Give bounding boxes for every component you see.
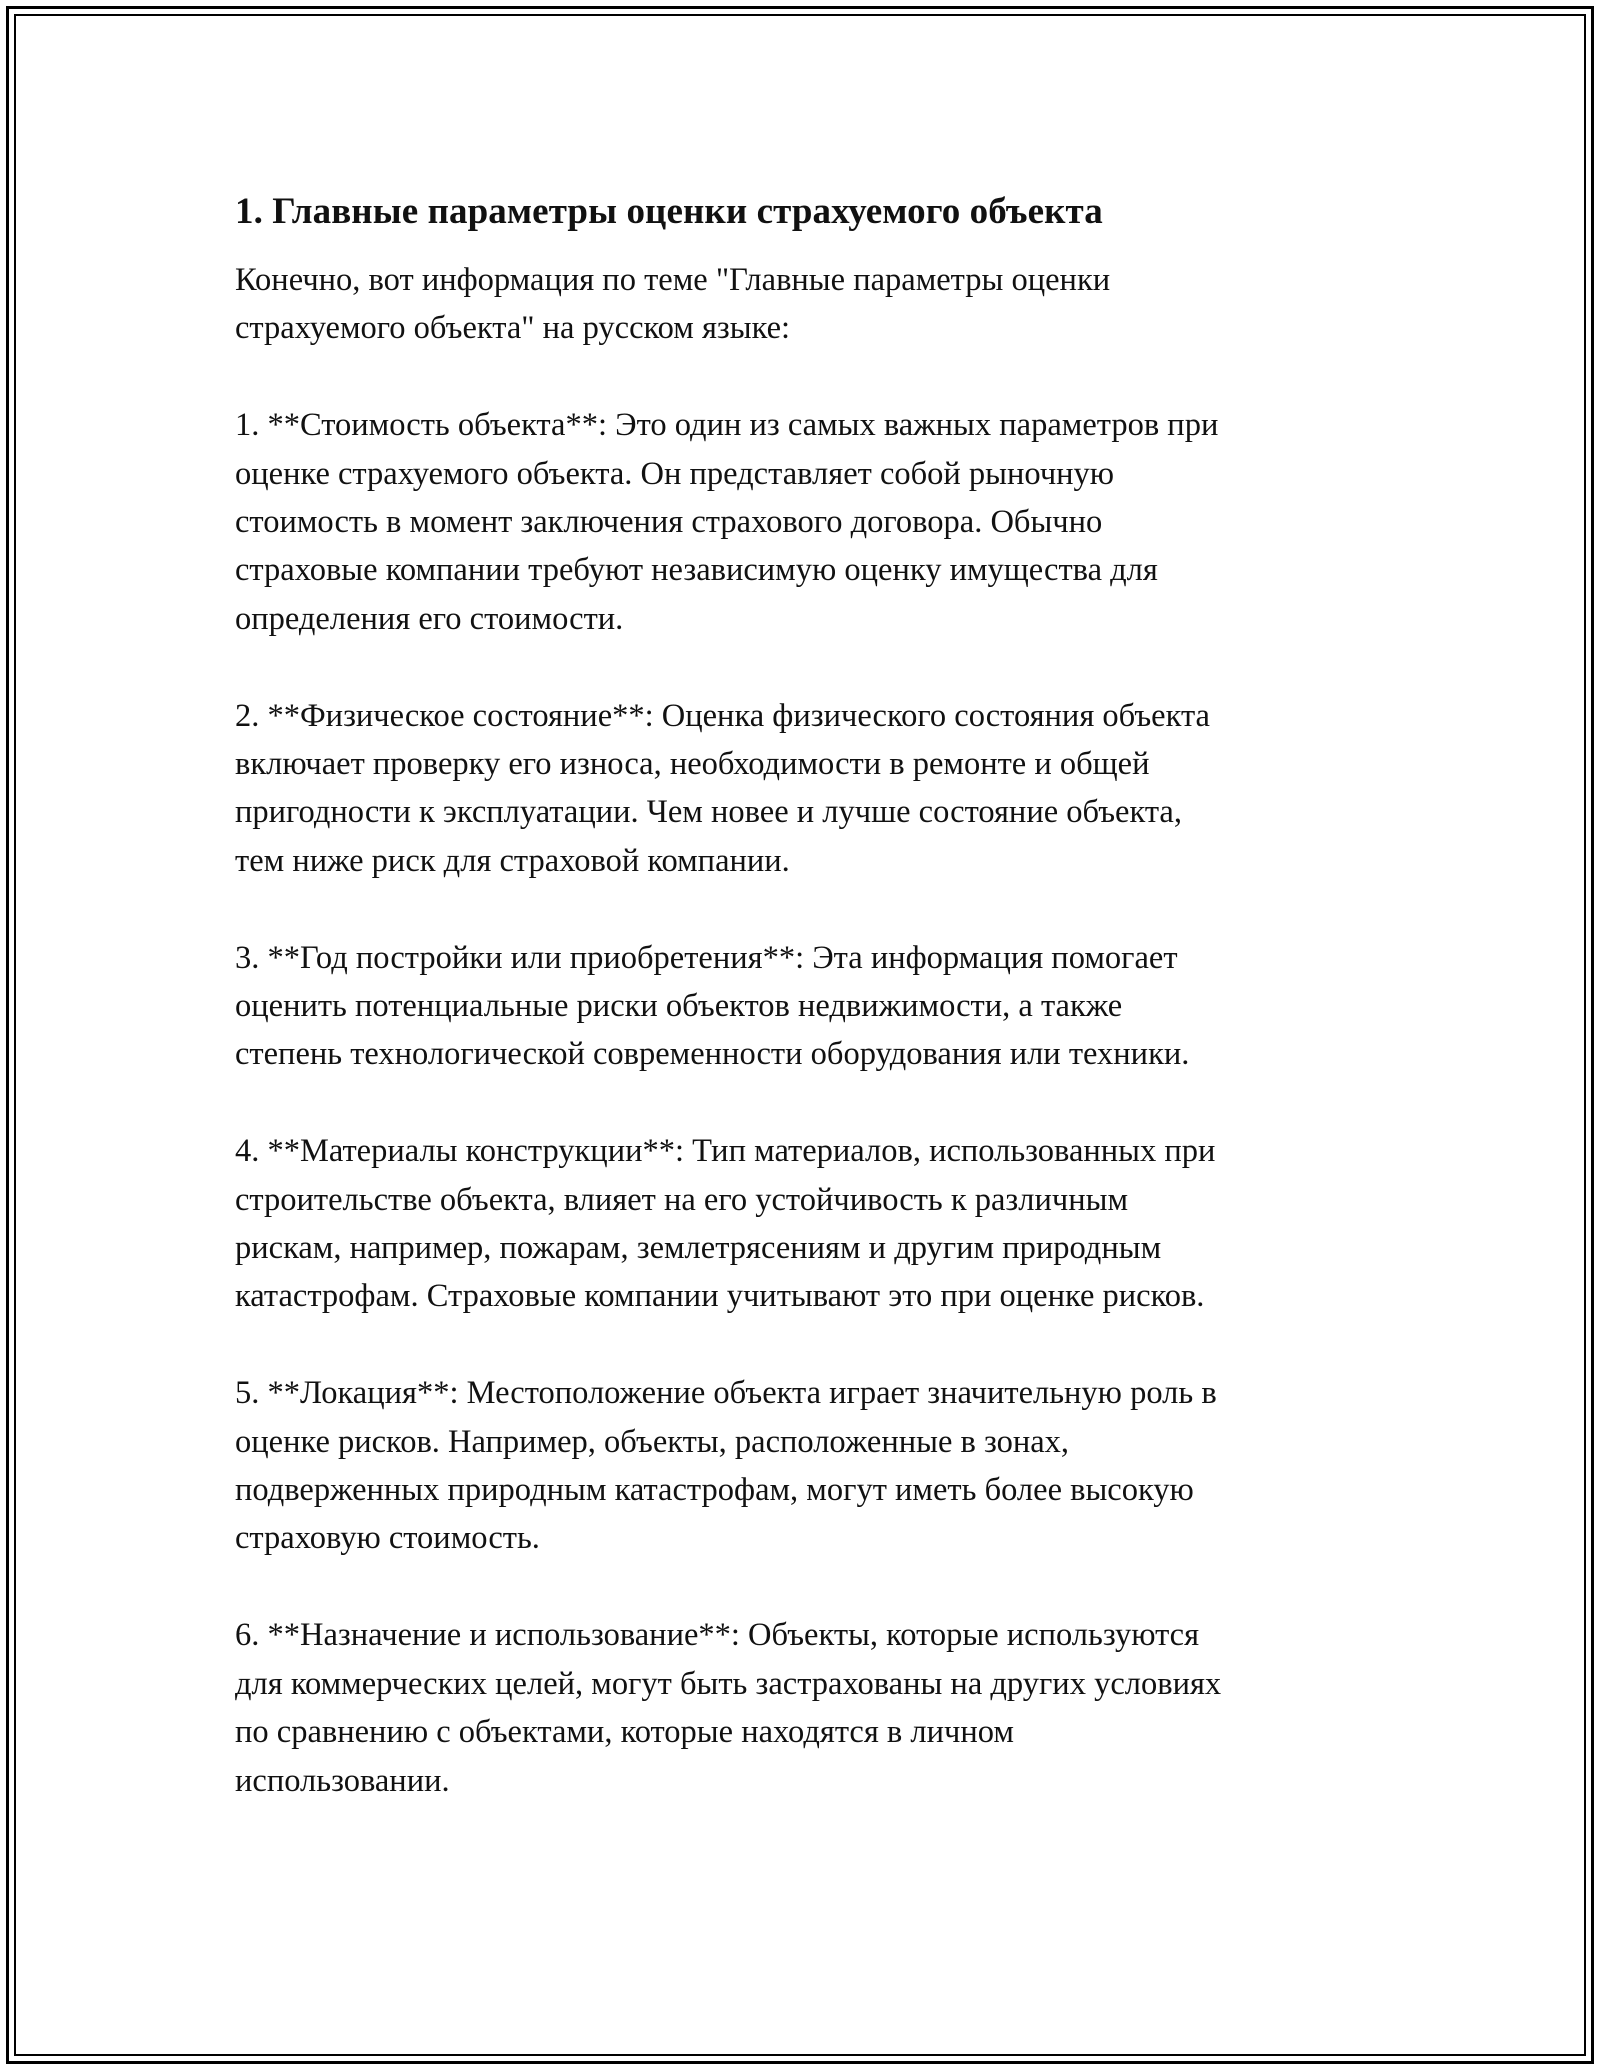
paragraph-item-2: 2. **Физическое состояние**: Оценка физического состояния объекта включает проверку его износа, необходимости в ремонте и общей пригодности к эксплуатации. Чем новее и лучше состояние объекта, тем ниже риск для страховой компании. (235, 697, 1210, 879)
paragraph-item-5: 5. **Локация**: Местоположение объекта играет значительную роль в оценке рисков. Например, объекты, расположенные в зонах, подверженных природным катастрофам, могут иметь более высокую страховую стоимость. (235, 1375, 1217, 1557)
paragraph-item-4: 4. **Материалы конструкции**: Тип материалов, использованных при строительстве объекта, влияет на его устойчивость к различным рискам, например, пожарам, землетрясениям и другим природным катастрофам. Страховые компании учитывают это при оценке рисков. (235, 1133, 1216, 1315)
paragraph-item-6: 6. **Назначение и использование**: Объекты, которые используются для коммерческих целей, могут быть застрахованы на других условиях по сравнению с объектами, которые находятся в личном использовании. (235, 1617, 1222, 1799)
paragraph-item-1: 1. **Стоимость объекта**: Это один из самых важных параметров при оценке страхуемого объекта. Он представляет собой рыночную стоимость в момент заключения страхового договора. Обычно страховые компании требуют независимую оценку имущества для определения его стоимости. (235, 407, 1219, 637)
intro-paragraph: Конечно, вот информация по теме "Главные параметры оценки страхуемого объекта" на русском языке: (235, 262, 1111, 347)
paragraph-item-3: 3. **Год постройки или приобретения**: Эта информация помогает оценить потенциальные риски объектов недвижимости, а также степень технологической современности оборудования или техники. (235, 939, 1190, 1073)
document-title: 1. Главные параметры оценки страхуемого объекта (235, 191, 1103, 232)
document-body (235, 188, 1365, 1853)
